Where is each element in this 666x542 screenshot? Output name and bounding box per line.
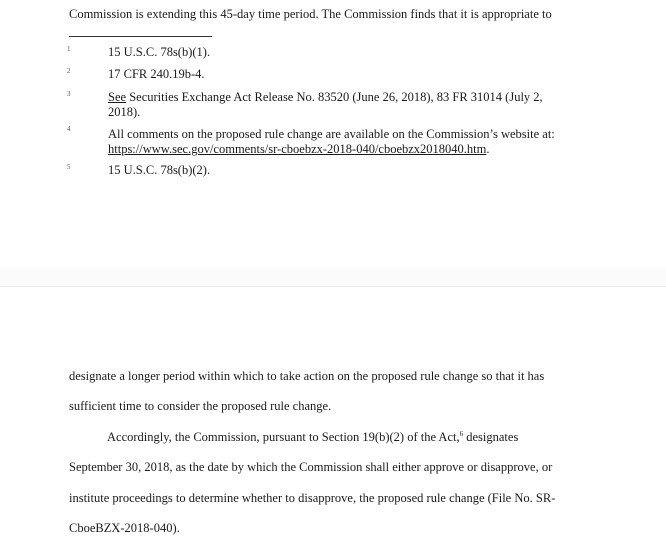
footnote-separator [69,36,212,37]
footnote-number: 2 [67,67,71,75]
body-text-line: September 30, 2018, as the date by which the Commission shall either approve or disapprove, or [69,460,553,474]
body-text-line: CboeBZX-2018-040). [69,521,180,535]
footnote-number: 3 [67,90,71,98]
footnote-number: 5 [67,163,71,171]
footnote-reference[interactable]: 6 [459,429,464,438]
footnote-text-part: Securities Exchange Act Release No. 83520 (June 26, 2018), 83 FR 31014 (July 2, [126,90,543,104]
footnote-text [108,90,543,105]
footnote-text-continued [108,142,490,157]
body-text-part: designates [463,430,519,444]
footnote-number: 1 [67,45,71,53]
footnote-text: All comments on the proposed rule change are available on the Commission’s website at: [108,127,555,141]
page-gap [0,268,666,286]
footnote-number: 4 [67,125,71,133]
footnote-text: 15 U.S.C. 78s(b)(2). [108,163,211,177]
comments-link[interactable]: https://www.sec.gov/comments/sr-cboebzx-2018-040/cboebzx2018040.htm [108,142,487,156]
footnote-text-continued: 2018). [108,105,141,119]
body-text-line: institute proceedings to determine whether to disapprove, the proposed rule change (File No. SR- [69,491,556,505]
page-top-edge [0,286,666,287]
body-text-part: Accordingly, the Commission, pursuant to Section 19(b)(2) of the Act, [107,430,460,444]
body-text-line: Commission is extending this 45-day time period. The Commission finds that it is appropriate to [69,7,552,21]
body-text-line [107,429,518,445]
body-text-line: sufficient time to consider the proposed rule change. [69,399,332,413]
footnote-text: 17 CFR 240.19b-4. [108,67,205,81]
see-signal: See [108,90,127,104]
footnote-text-part: . [486,142,490,156]
footnote-text: 15 U.S.C. 78s(b)(1). [108,45,211,59]
body-text-line: designate a longer period within which to take action on the proposed rule change so that it has [69,369,545,383]
